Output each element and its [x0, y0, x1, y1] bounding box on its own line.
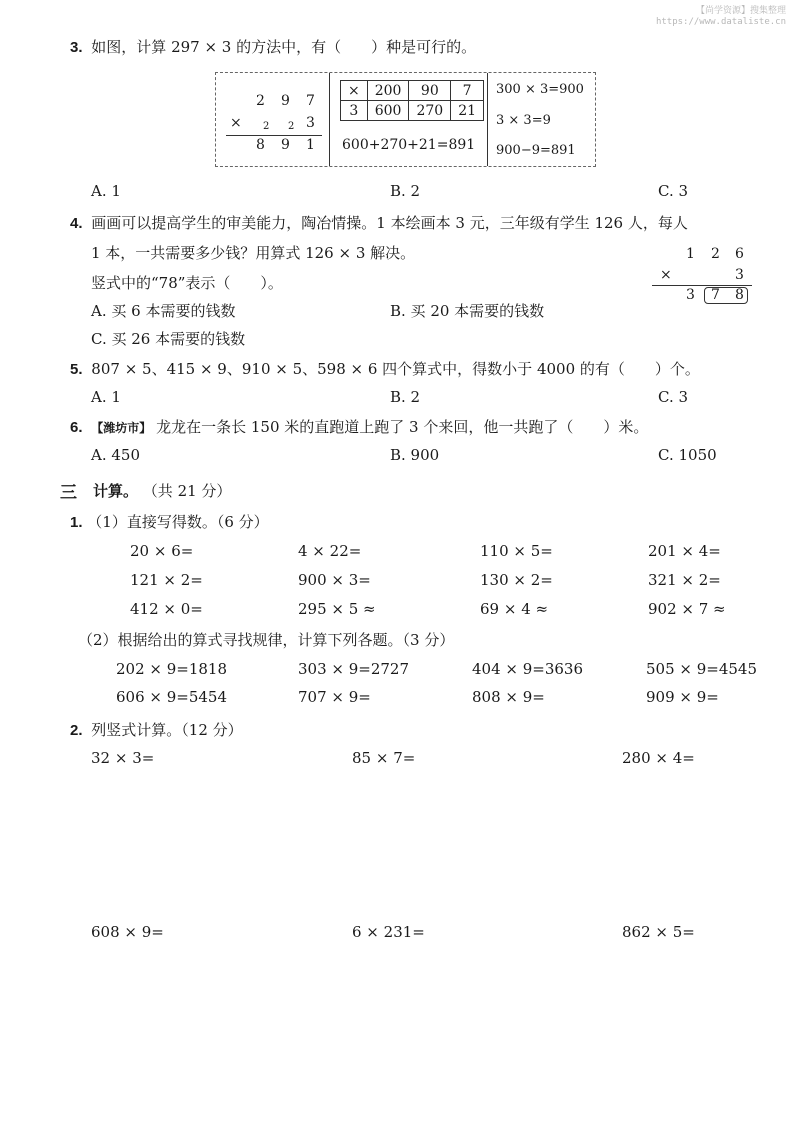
question-4: [70, 212, 688, 233]
section-score: （共 21 分）: [142, 482, 232, 500]
digit: 9: [281, 137, 290, 153]
option-b[interactable]: B. 买 20 本需要的钱数: [390, 302, 545, 320]
option-c[interactable]: C. 买 26 本需要的钱数: [91, 330, 246, 348]
option-c[interactable]: C. 3: [658, 388, 689, 406]
digit: 2: [256, 93, 265, 109]
carry-digit: 2: [263, 121, 270, 132]
question-text: 画画可以提高学生的审美能力，陶冶情操。1 本绘画本 3 元，三年级有学生 126 人，每人: [91, 214, 688, 232]
grid-value-row: [341, 101, 484, 121]
digit: 1: [686, 246, 695, 262]
question-number: 2.: [70, 722, 83, 739]
question-number: 1.: [70, 514, 83, 531]
digit: 3: [306, 115, 315, 131]
question-text: 龙龙在一条长 150 米的直跑道上跑了 3 个来回，他一共跑了（ ）米。: [156, 418, 649, 436]
exercise: 321 × 2=: [648, 571, 721, 589]
exercise: 900 × 3=: [298, 571, 371, 589]
watermark: [638, 6, 786, 28]
digit: 8: [256, 137, 265, 153]
digit: 8: [735, 287, 744, 303]
exercise: 32 × 3=: [91, 749, 155, 767]
step-line: 300 × 3=900: [496, 82, 584, 97]
exercise: 130 × 2=: [480, 571, 553, 589]
compensation-method-panel: [488, 73, 595, 166]
option-b[interactable]: B. 2: [390, 388, 421, 406]
grid-cell: 270: [409, 101, 451, 121]
option-a[interactable]: A. 买 6 本需要的钱数: [91, 302, 236, 320]
exercise: 280 × 4=: [622, 749, 695, 767]
grid-cell: 600: [367, 101, 409, 121]
grid-cell: 200: [367, 81, 409, 101]
question-number: 3.: [70, 39, 83, 56]
calc-2: [70, 719, 243, 740]
exercise: 6 × 231=: [352, 923, 425, 941]
watermark-line-1: 【尚学资源】搜集整理: [695, 6, 786, 16]
digit: 3: [735, 267, 744, 283]
option-b[interactable]: B. 900: [390, 446, 440, 464]
exercise: 909 × 9=: [646, 688, 719, 706]
question-5: [70, 358, 700, 379]
exercise: 707 × 9=: [298, 688, 371, 706]
exercise: 862 × 5=: [622, 923, 695, 941]
grid-table: [340, 80, 484, 121]
grid-cell: 21: [451, 101, 484, 121]
exercise: 110 × 5=: [480, 542, 553, 560]
digit: 2: [711, 246, 720, 262]
step-line: 3 × 3=9: [496, 113, 551, 128]
question-text: 807 × 5、415 × 9、910 × 5、598 × 6 四个算式中，得数小于 4000 的有（ ）个。: [91, 360, 700, 378]
vertical-method-panel: [216, 73, 330, 166]
exercise: 295 × 5 ≈: [298, 600, 376, 618]
exercise: 201 × 4=: [648, 542, 721, 560]
exercise: 412 × 0=: [130, 600, 203, 618]
times-sign: ×: [660, 267, 672, 283]
digit: 3: [686, 287, 695, 303]
grid-sum: 600+270+21=891: [342, 137, 476, 153]
part-2-title: （2）根据给出的算式寻找规律，计算下列各题。（3 分）: [78, 631, 455, 649]
exercise: 606 × 9=5454: [116, 688, 228, 706]
digit: 6: [735, 246, 744, 262]
option-a[interactable]: A. 1: [91, 182, 121, 200]
grid-header-row: [341, 81, 484, 101]
question-number: 6.: [70, 419, 83, 436]
exercise: 121 × 2=: [130, 571, 203, 589]
question-4-line-3: 竖式中的“78”表示（ ）。: [91, 274, 283, 292]
question-number: 5.: [70, 361, 83, 378]
carry-digit: 2: [288, 121, 295, 132]
digit: 9: [281, 93, 290, 109]
question-4-line-2: 1 本，一共需要多少钱？用算式 126 × 3 解决。: [91, 244, 416, 262]
question-6: [70, 416, 648, 437]
question-number: 4.: [70, 215, 83, 232]
section-header: [93, 480, 231, 501]
digit: 7: [711, 287, 720, 303]
exercise: 608 × 9=: [91, 923, 164, 941]
method-figure: [215, 72, 596, 167]
exercise: 69 × 4 ≈: [480, 600, 549, 618]
calc-2-title: 列竖式计算。（12 分）: [91, 721, 243, 739]
option-a[interactable]: A. 450: [91, 446, 140, 464]
question-3: [70, 36, 476, 57]
divider-line: [226, 135, 322, 136]
divider-line: [652, 285, 752, 286]
exercise: 4 × 22=: [298, 542, 362, 560]
digit: 1: [306, 137, 315, 153]
step-line: 900−9=891: [496, 143, 576, 158]
option-c[interactable]: C. 1050: [658, 446, 717, 464]
part-1-title: （1）直接写得数。（6 分）: [87, 513, 269, 531]
section-badge: 三: [60, 483, 77, 503]
digit: 7: [306, 93, 315, 109]
exercise: 505 × 9=4545: [646, 660, 758, 678]
region-tag: 【潍坊市】: [91, 421, 152, 435]
times-sign: ×: [230, 115, 242, 131]
grid-cell: 3: [341, 101, 368, 121]
option-c[interactable]: C. 3: [658, 182, 689, 200]
exercise: 20 × 6=: [130, 542, 194, 560]
exercise: 808 × 9=: [472, 688, 545, 706]
grid-cell: ×: [341, 81, 368, 101]
exercise: 202 × 9=1818: [116, 660, 228, 678]
calc-1: [70, 511, 269, 532]
exercise: 902 × 7 ≈: [648, 600, 726, 618]
watermark-line-2: https://www.dataliste.cn: [655, 17, 786, 27]
grid-cell: 90: [409, 81, 451, 101]
exercise: 303 × 9=2727: [298, 660, 410, 678]
grid-cell: 7: [451, 81, 484, 101]
section-title: 计算。: [93, 482, 139, 500]
option-b[interactable]: B. 2: [390, 182, 421, 200]
exercise: 85 × 7=: [352, 749, 416, 767]
option-a[interactable]: A. 1: [91, 388, 121, 406]
exercise: 404 × 9=3636: [472, 660, 584, 678]
question-text: 如图，计算 297 × 3 的方法中，有（ ）种是可行的。: [91, 38, 477, 56]
grid-method-panel: [330, 73, 488, 166]
